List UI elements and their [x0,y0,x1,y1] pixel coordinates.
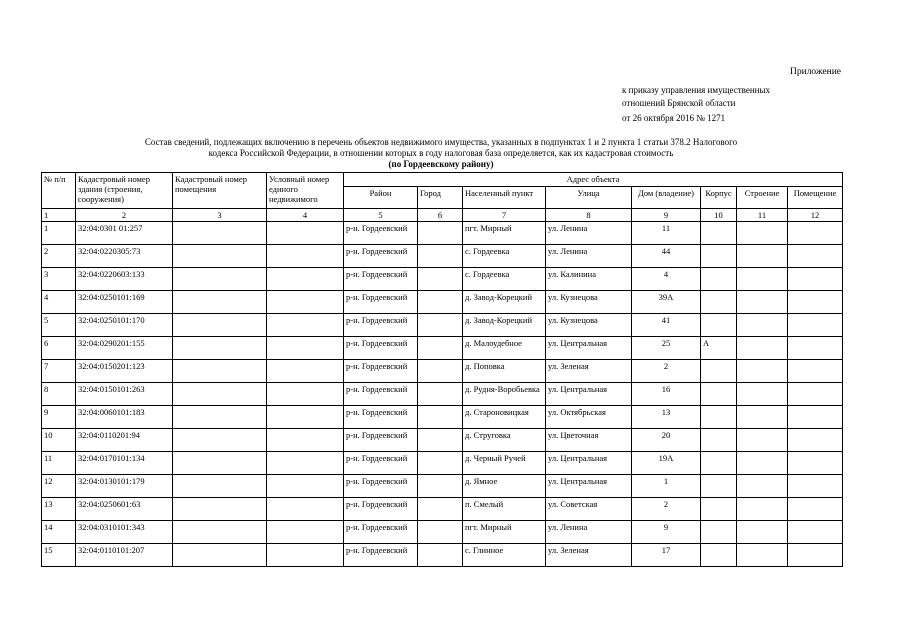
header-room: Помещение [788,187,843,209]
cell-building [737,521,788,544]
cell-num: 12 [42,475,76,498]
cell-settlement: пгт. Мирный [463,521,546,544]
cell-room [788,291,843,314]
cell-building [737,475,788,498]
cell-street: ул. Центральная [546,452,632,475]
cell-house: 25 [632,337,701,360]
cell-district: р-н. Гордеевский [344,245,418,268]
table-row [42,521,843,544]
cell-building [737,314,788,337]
cell-conditional-number [267,406,344,429]
cell-cadastral-building: 32:04:0150101:263 [76,383,173,406]
cell-room [788,360,843,383]
cell-room [788,222,843,245]
cell-cadastral-building: 32:04:0110201:94 [76,429,173,452]
cell-street: ул. Кузнецова [546,314,632,337]
cell-conditional-number [267,291,344,314]
cell-district: р-н. Гордеевский [344,360,418,383]
cell-room [788,268,843,291]
cell-num: 9 [42,406,76,429]
cell-num: 14 [42,521,76,544]
cell-settlement: д. Завод-Корецкий [463,314,546,337]
order-line-1: к приказу управления имущественных [622,85,771,95]
table-row [42,406,843,429]
cell-city [418,222,463,245]
cell-district: р-н. Гордеевский [344,406,418,429]
col-number: 3 [173,209,267,222]
cell-conditional-number [267,475,344,498]
cell-city [418,544,463,567]
col-number: 9 [632,209,701,222]
cell-korpus [701,291,737,314]
cell-settlement: д. Черный Ручей [463,452,546,475]
cell-cadastral-building: 32:04:0060101:183 [76,406,173,429]
cell-cadastral-room [173,245,267,268]
cell-settlement: д. Ямное [463,475,546,498]
col-number: 2 [76,209,173,222]
property-table [41,172,843,567]
header-settlement: Населенный пункт [463,187,546,209]
cell-street: ул. Октябрьская [546,406,632,429]
cell-room [788,498,843,521]
cell-building [737,544,788,567]
header-num: № п/п [42,173,76,209]
cell-room [788,383,843,406]
cell-korpus [701,498,737,521]
cell-conditional-number [267,268,344,291]
cell-conditional-number [267,429,344,452]
cell-cadastral-building: 32:04:0220305:73 [76,245,173,268]
cell-street: ул. Кузнецова [546,291,632,314]
cell-cadastral-room [173,498,267,521]
header-house: Дом (владение) [632,187,701,209]
header-cadastral-room: Кадастровый номер помещения [173,173,267,209]
cell-korpus [701,314,737,337]
table-row [42,360,843,383]
cell-cadastral-room [173,452,267,475]
cell-city [418,245,463,268]
cell-cadastral-building: 32:04:0150201:123 [76,360,173,383]
header-city: Город [418,187,463,209]
cell-conditional-number [267,222,344,245]
cell-city [418,452,463,475]
cell-settlement: п. Смелый [463,498,546,521]
cell-street: ул. Калинина [546,268,632,291]
cell-building [737,222,788,245]
cell-district: р-н. Гордеевский [344,291,418,314]
cell-num: 11 [42,452,76,475]
cell-house: 20 [632,429,701,452]
cell-conditional-number [267,452,344,475]
cell-building [737,406,788,429]
cell-building [737,268,788,291]
cell-num: 8 [42,383,76,406]
cell-num: 15 [42,544,76,567]
cell-district: р-н. Гордеевский [344,429,418,452]
cell-street: ул. Зеленая [546,360,632,383]
cell-house: 2 [632,360,701,383]
cell-cadastral-room [173,268,267,291]
cell-building [737,383,788,406]
cell-cadastral-building: 32:04:0220603:133 [76,268,173,291]
cell-room [788,452,843,475]
cell-building [737,429,788,452]
table-row [42,291,843,314]
cell-cadastral-room [173,222,267,245]
cell-city [418,429,463,452]
cell-cadastral-building: 32:04:0310101:343 [76,521,173,544]
table-row [42,245,843,268]
cell-korpus: А [701,337,737,360]
cell-street: ул. Зеленая [546,544,632,567]
cell-street: ул. Ленина [546,222,632,245]
cell-house: 44 [632,245,701,268]
cell-korpus [701,544,737,567]
order-line-2: отношений Брянской области [622,98,736,108]
order-reference [622,84,770,110]
cell-korpus [701,521,737,544]
document-title [40,137,842,159]
cell-room [788,429,843,452]
table-row [42,498,843,521]
cell-city [418,406,463,429]
cell-cadastral-building: 32:04:0290201:155 [76,337,173,360]
column-number-row [42,209,843,222]
cell-street: ул. Цветочная [546,429,632,452]
cell-num: 4 [42,291,76,314]
cell-korpus [701,268,737,291]
col-number: 5 [344,209,418,222]
cell-conditional-number [267,383,344,406]
cell-num: 5 [42,314,76,337]
cell-num: 7 [42,360,76,383]
cell-room [788,475,843,498]
header-conditional-number: Условный номер единого недвижимого [267,173,344,209]
cell-house: 17 [632,544,701,567]
header-street: Улица [546,187,632,209]
cell-house: 16 [632,383,701,406]
table-row [42,314,843,337]
cell-cadastral-room [173,406,267,429]
cell-settlement: д. Рудня-Воробьевка [463,383,546,406]
cell-korpus [701,383,737,406]
cell-cadastral-building: 32:04:0130101:179 [76,475,173,498]
cell-cadastral-room [173,314,267,337]
cell-building [737,498,788,521]
cell-cadastral-building: 32:04:0250101:170 [76,314,173,337]
cell-building [737,245,788,268]
cell-district: р-н. Гордеевский [344,383,418,406]
cell-district: р-н. Гордеевский [344,452,418,475]
cell-num: 3 [42,268,76,291]
cell-district: р-н. Гордеевский [344,521,418,544]
cell-district: р-н. Гордеевский [344,314,418,337]
cell-korpus [701,406,737,429]
cell-settlement: д. Малоудебное [463,337,546,360]
table-row [42,268,843,291]
table-row [42,452,843,475]
header-address: Адрес объекта [344,173,843,187]
cell-num: 1 [42,222,76,245]
cell-cadastral-building: 32:04:0250101:169 [76,291,173,314]
col-number: 6 [418,209,463,222]
table-row [42,337,843,360]
col-number: 12 [788,209,843,222]
cell-street: ул. Центральная [546,475,632,498]
cell-room [788,544,843,567]
cell-cadastral-building: 32:04:0301 01:257 [76,222,173,245]
cell-house: 9 [632,521,701,544]
title-line-2: кодекса Российской Федерации, в отношении которых в году налоговая база определяется, как их кадастровая стоимость [208,148,674,158]
table-row [42,544,843,567]
cell-house: 2 [632,498,701,521]
table-row [42,383,843,406]
cell-house: 19А [632,452,701,475]
col-number: 8 [546,209,632,222]
cell-conditional-number [267,498,344,521]
cell-conditional-number [267,245,344,268]
cell-cadastral-building: 32:04:0170101:134 [76,452,173,475]
cell-cadastral-building: 32:04:0250601:63 [76,498,173,521]
cell-settlement: с. Глинное [463,544,546,567]
cell-street: ул. Центральная [546,337,632,360]
cell-street: ул. Ленина [546,245,632,268]
col-number: 7 [463,209,546,222]
cell-house: 39А [632,291,701,314]
cell-house: 41 [632,314,701,337]
cell-district: р-н. Гордеевский [344,475,418,498]
cell-settlement: с. Гордеевка [463,245,546,268]
cell-korpus [701,475,737,498]
cell-street: ул. Ленина [546,521,632,544]
cell-cadastral-room [173,429,267,452]
cell-city [418,498,463,521]
cell-city [418,337,463,360]
cell-cadastral-room [173,544,267,567]
title-line-1: Состав сведений, подлежащих включению в перечень объектов недвижимого имущества, указанных в подпунктах 1 и 2 пункта 1 статьи 378.2 Налогового [144,137,738,147]
header-row-1 [42,173,843,187]
cell-korpus [701,360,737,383]
cell-street: ул. Центральная [546,383,632,406]
cell-num: 6 [42,337,76,360]
cell-num: 10 [42,429,76,452]
cell-building [737,360,788,383]
cell-conditional-number [267,337,344,360]
cell-korpus [701,222,737,245]
cell-korpus [701,452,737,475]
header-building: Строение [737,187,788,209]
cell-cadastral-room [173,521,267,544]
cell-conditional-number [267,314,344,337]
appendix-label: Приложение [790,67,841,77]
cell-district: р-н. Гордеевский [344,222,418,245]
table-row [42,429,843,452]
cell-room [788,314,843,337]
cell-room [788,245,843,268]
cell-settlement: д. Староновицкая [463,406,546,429]
cell-city [418,291,463,314]
col-number: 11 [737,209,788,222]
table-row [42,222,843,245]
header-district: Район [344,187,418,209]
cell-city [418,521,463,544]
cell-num: 2 [42,245,76,268]
cell-district: р-н. Гордеевский [344,268,418,291]
header-korpus: Корпус [701,187,737,209]
cell-building [737,337,788,360]
table-row [42,475,843,498]
cell-cadastral-room [173,360,267,383]
col-number: 4 [267,209,344,222]
cell-settlement: д. Завод-Корецкий [463,291,546,314]
cell-korpus [701,245,737,268]
cell-conditional-number [267,544,344,567]
cell-house: 13 [632,406,701,429]
cell-city [418,268,463,291]
cell-house: 1 [632,475,701,498]
col-number: 10 [701,209,737,222]
cell-city [418,383,463,406]
header-cadastral-building: Кадастровый номер здания (строения, сооружения) [76,173,173,209]
cell-settlement: д. Поповка [463,360,546,383]
cell-house: 4 [632,268,701,291]
cell-room [788,406,843,429]
cell-building [737,452,788,475]
cell-num: 13 [42,498,76,521]
cell-korpus [701,429,737,452]
cell-street: ул. Советская [546,498,632,521]
cell-settlement: пгт. Мирный [463,222,546,245]
cell-cadastral-room [173,337,267,360]
document-subtitle: (по Гордеевскому району) [388,159,494,169]
cell-conditional-number [267,521,344,544]
cell-cadastral-room [173,383,267,406]
cell-building [737,291,788,314]
cell-cadastral-room [173,475,267,498]
cell-city [418,360,463,383]
col-number: 1 [42,209,76,222]
cell-cadastral-room [173,291,267,314]
cell-room [788,337,843,360]
cell-house: 11 [632,222,701,245]
cell-city [418,475,463,498]
cell-conditional-number [267,360,344,383]
cell-cadastral-building: 32:04:0110101:207 [76,544,173,567]
cell-district: р-н. Гордеевский [344,544,418,567]
cell-city [418,314,463,337]
cell-district: р-н. Гордеевский [344,337,418,360]
order-date: от 26 октября 2016 № 1271 [622,113,726,123]
cell-settlement: с. Гордеевка [463,268,546,291]
cell-room [788,521,843,544]
cell-settlement: д. Струговка [463,429,546,452]
cell-district: р-н. Гордеевский [344,498,418,521]
